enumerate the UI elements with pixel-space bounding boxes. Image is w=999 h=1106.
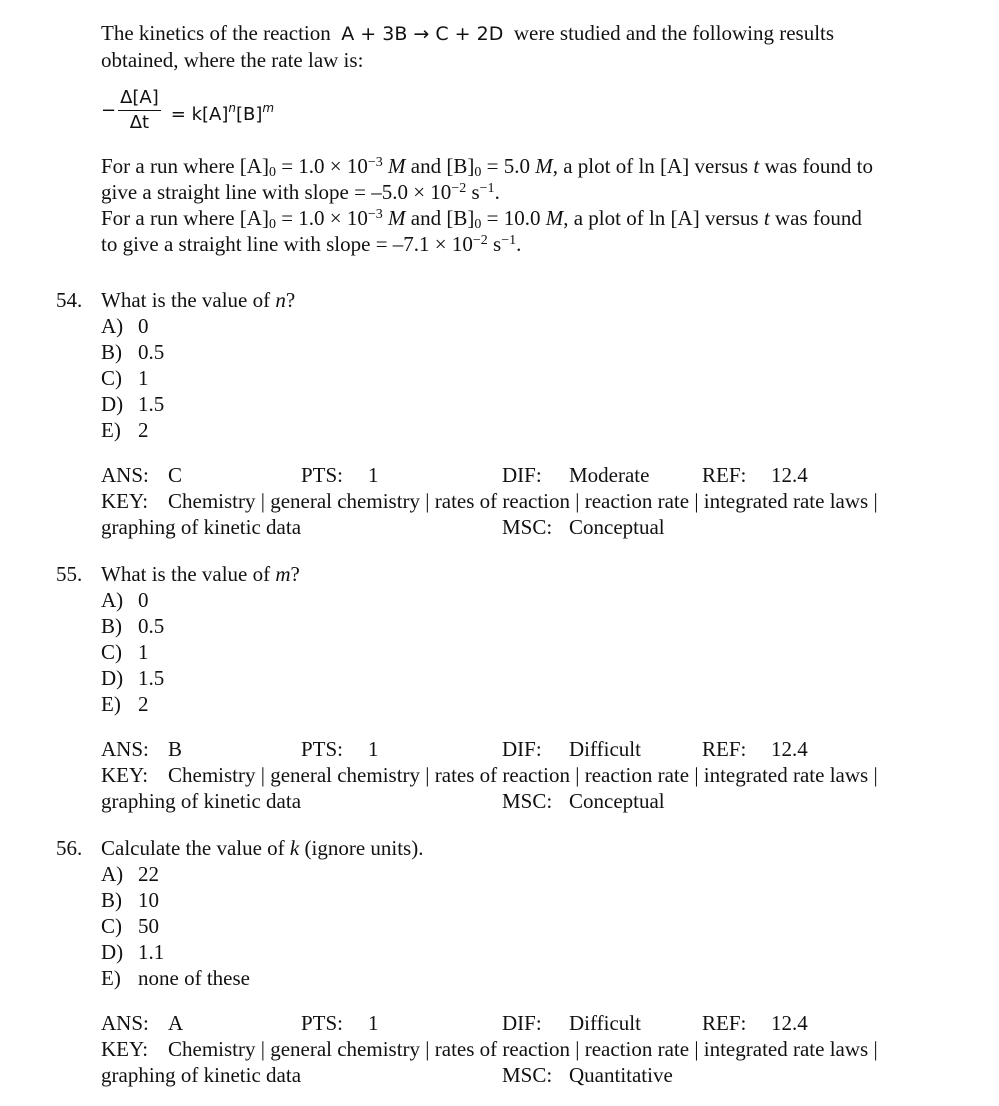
choice-text: 1 — [138, 366, 149, 390]
key-label: KEY: — [101, 1037, 149, 1061]
rhs-b-term: [B] — [235, 103, 263, 125]
choice-text: 2 — [138, 692, 149, 716]
ref-label: REF: — [702, 737, 747, 761]
pts-label: PTS: — [301, 1011, 344, 1035]
meta-row-2 — [101, 488, 956, 514]
question-prompt — [56, 561, 956, 587]
choice-text: 22 — [138, 862, 159, 886]
run-text: was found — [769, 206, 862, 230]
msc-label: MSC: — [502, 515, 553, 539]
intro-line-2: obtained, where the rate law is: — [101, 48, 364, 72]
question-text — [101, 835, 423, 861]
prompt-variable: n — [275, 288, 286, 312]
unit-molar: M — [535, 154, 553, 178]
question-metadata — [101, 1010, 956, 1088]
run-1-text — [101, 153, 971, 205]
run-text: . — [494, 180, 500, 204]
dif-value: Difficult — [569, 737, 641, 761]
subscript: 0 — [268, 165, 276, 180]
prompt-text: What is the value of — [101, 562, 276, 586]
subscript: 0 — [268, 217, 276, 232]
run-text: = 1.0 × 10 — [275, 154, 368, 178]
choice-letter: A) — [101, 588, 124, 612]
choice-e[interactable] — [101, 417, 956, 443]
prompt-text: ? — [290, 562, 300, 586]
choice-letter: C) — [101, 366, 122, 390]
subscript: 0 — [474, 165, 482, 180]
intro-text: were studied and the following results — [513, 21, 835, 45]
rhs-a-term: = k[A] — [170, 103, 229, 125]
choice-text: 2 — [138, 418, 149, 442]
prompt-text: What is the value of — [101, 288, 276, 312]
run-text: For a run where [A] — [101, 154, 269, 178]
key-value: Chemistry | general chemistry | rates of reaction | reaction rate | integrated rate laws | — [168, 489, 878, 513]
choice-b[interactable] — [101, 339, 956, 365]
choice-d[interactable] — [101, 665, 956, 691]
pts-value: 1 — [368, 463, 379, 487]
choice-text: 0.5 — [138, 614, 165, 638]
run-text: s — [466, 180, 480, 204]
msc-label: MSC: — [502, 1063, 553, 1087]
run-text: was found to — [759, 154, 873, 178]
question-54 — [56, 287, 956, 540]
choice-a[interactable] — [101, 313, 956, 339]
superscript: −1 — [501, 233, 517, 248]
pts-value: 1 — [368, 1011, 379, 1035]
msc-value: Conceptual — [569, 789, 665, 813]
question-number: 56. — [56, 836, 83, 860]
subscript: 0 — [474, 217, 482, 232]
dif-value: Difficult — [569, 1011, 641, 1035]
run-text: = 10.0 — [481, 206, 546, 230]
choice-text: 0 — [138, 588, 149, 612]
question-prompt — [56, 835, 956, 861]
choice-letter: E) — [101, 418, 121, 442]
exponent-m: m — [262, 100, 275, 115]
unit-molar: M — [545, 206, 564, 230]
question-number: 54. — [56, 288, 83, 312]
ref-value: 12.4 — [771, 1011, 808, 1035]
rate-fraction — [118, 87, 161, 135]
choice-letter: B) — [101, 340, 122, 364]
ref-value: 12.4 — [771, 463, 808, 487]
minus-sign: − — [101, 100, 117, 121]
intro-text: The kinetics of the reaction — [101, 21, 331, 45]
choice-b[interactable] — [101, 887, 956, 913]
question-metadata — [101, 462, 956, 540]
choice-e[interactable] — [101, 965, 956, 991]
pts-label: PTS: — [301, 463, 344, 487]
dif-value: Moderate — [569, 463, 650, 487]
question-text — [101, 287, 295, 313]
ans-value: C — [168, 463, 183, 487]
key-value-continued: graphing of kinetic data — [101, 789, 302, 813]
msc-value: Conceptual — [569, 515, 665, 539]
unit-molar: M — [388, 154, 406, 178]
key-value-continued: graphing of kinetic data — [101, 1063, 302, 1087]
unit-molar: M — [388, 206, 406, 230]
key-label: KEY: — [101, 763, 149, 787]
run-text: and [B] — [405, 154, 475, 178]
fraction-denominator: Δt — [129, 112, 150, 133]
choice-text: 1 — [138, 640, 149, 664]
ref-value: 12.4 — [771, 737, 808, 761]
choice-letter: E) — [101, 692, 121, 716]
dif-label: DIF: — [502, 1011, 542, 1035]
run-text: . — [516, 232, 522, 256]
ans-label: ANS: — [101, 463, 149, 487]
prompt-variable: m — [275, 562, 291, 586]
ref-label: REF: — [702, 1011, 747, 1035]
choice-text: 1.5 — [138, 392, 165, 416]
dif-label: DIF: — [502, 737, 542, 761]
meta-row-2 — [101, 762, 956, 788]
choice-letter: D) — [101, 666, 124, 690]
meta-row-1 — [101, 1010, 956, 1036]
choice-text: 1.1 — [138, 940, 165, 964]
run-text: = 1.0 × 10 — [275, 206, 368, 230]
choice-c[interactable] — [101, 639, 956, 665]
superscript: −3 — [367, 207, 383, 222]
choice-letter: B) — [101, 888, 122, 912]
run-text: and [B] — [405, 206, 475, 230]
choice-text: 10 — [138, 888, 159, 912]
run-text: , a plot of ln [A] versus — [563, 206, 764, 230]
choice-e[interactable] — [101, 691, 956, 717]
question-text — [101, 561, 300, 587]
meta-row-2 — [101, 1036, 956, 1062]
variable-t: t — [763, 206, 770, 230]
fraction-numerator: Δ[A] — [118, 87, 161, 111]
choice-letter: E) — [101, 966, 121, 990]
choice-a[interactable] — [101, 861, 956, 887]
prompt-variable: k — [289, 836, 300, 860]
choice-text: none of these — [138, 966, 250, 990]
run-text: , a plot of ln [A] versus — [552, 154, 754, 178]
pts-value: 1 — [368, 737, 379, 761]
msc-value: Quantitative — [569, 1063, 673, 1087]
choice-a[interactable] — [101, 587, 956, 613]
intro-line-1 — [101, 20, 971, 47]
msc-label: MSC: — [502, 789, 553, 813]
dif-label: DIF: — [502, 463, 542, 487]
run-text: s — [487, 232, 502, 256]
choice-c[interactable] — [101, 365, 956, 391]
key-label: KEY: — [101, 489, 149, 513]
answer-choices — [101, 313, 956, 443]
superscript: −1 — [479, 181, 495, 196]
question-metadata — [101, 736, 956, 814]
ans-label: ANS: — [101, 1011, 149, 1035]
superscript: −2 — [472, 233, 488, 248]
key-value: Chemistry | general chemistry | rates of reaction | reaction rate | integrated rate laws | — [168, 763, 878, 787]
choice-text: 1.5 — [138, 666, 165, 690]
choice-d[interactable] — [101, 391, 956, 417]
choice-letter: B) — [101, 614, 122, 638]
meta-row-3 — [101, 1062, 956, 1088]
pts-label: PTS: — [301, 737, 344, 761]
run-text: = 5.0 — [481, 154, 536, 178]
answer-choices — [101, 587, 956, 717]
choice-letter: D) — [101, 392, 124, 416]
superscript: −2 — [451, 181, 467, 196]
problem-intro — [101, 20, 971, 257]
rate-law-rhs — [171, 95, 274, 128]
reaction-equation: A + 3B → C + 2D — [341, 23, 504, 45]
choice-text: 0 — [138, 314, 149, 338]
answer-choices — [101, 861, 956, 991]
question-number: 55. — [56, 562, 83, 586]
ans-label: ANS: — [101, 737, 149, 761]
choice-letter: A) — [101, 314, 124, 338]
choice-text: 50 — [138, 914, 159, 938]
run-text: For a run where [A] — [101, 206, 269, 230]
run-text: to give a straight line with slope = –7.1 × 10 — [101, 232, 473, 256]
key-value: Chemistry | general chemistry | rates of reaction | reaction rate | integrated rate laws | — [168, 1037, 878, 1061]
choice-c[interactable] — [101, 913, 956, 939]
choice-letter: D) — [101, 940, 124, 964]
ref-label: REF: — [702, 463, 747, 487]
question-56 — [56, 835, 956, 1088]
exponent-n: n — [228, 100, 236, 115]
superscript: −3 — [367, 155, 383, 170]
meta-row-1 — [101, 736, 956, 762]
choice-letter: C) — [101, 640, 122, 664]
choice-letter: A) — [101, 862, 124, 886]
meta-row-3 — [101, 514, 956, 540]
meta-row-3 — [101, 788, 956, 814]
run-text: give a straight line with slope = –5.0 × 10 — [101, 180, 452, 204]
question-prompt — [56, 287, 956, 313]
variable-t: t — [753, 154, 760, 178]
meta-row-1 — [101, 462, 956, 488]
ans-value: B — [168, 737, 183, 761]
rate-law-equation — [101, 83, 971, 139]
prompt-text: Calculate the value of — [101, 836, 290, 860]
run-2-text — [101, 205, 971, 257]
choice-letter: C) — [101, 914, 122, 938]
choice-d[interactable] — [101, 939, 956, 965]
choice-text: 0.5 — [138, 340, 165, 364]
choice-b[interactable] — [101, 613, 956, 639]
prompt-text: ? — [285, 288, 296, 312]
question-55 — [56, 561, 956, 814]
ans-value: A — [168, 1011, 184, 1035]
prompt-text: (ignore units). — [299, 836, 424, 860]
key-value-continued: graphing of kinetic data — [101, 515, 302, 539]
